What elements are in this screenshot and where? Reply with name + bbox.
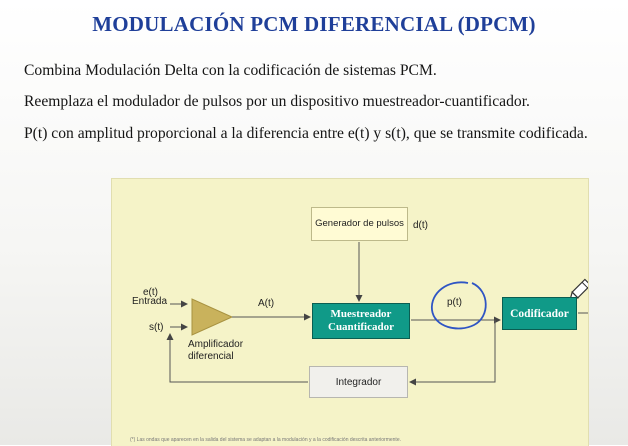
paragraph-3: P(t) con amplitud proporcional a la diferencia entre e(t) y s(t), que se transmite codificada.: [24, 125, 588, 142]
amplifier-triangle: [192, 299, 232, 335]
input-label: Entrada: [132, 296, 168, 307]
slide-title: MODULACIÓN PCM DIFERENCIAL (DPCM): [92, 12, 536, 36]
paragraph-2: Reemplaza el modulador de pulsos por un dispositivo muestreador-cuantificador.: [24, 93, 530, 110]
input-signal-label: e(t): [143, 287, 158, 298]
pulse-generator-block: Generador de pulsos: [311, 207, 408, 241]
diagram-footnote: (*) Las ondas que aparecen en la salida del sistema se adaptan a la modulación y a la codificación descrita anteriormente.: [130, 437, 401, 443]
amplifier-label: Amplificador diferencial: [188, 339, 244, 362]
generator-signal-label: d(t): [413, 220, 428, 231]
sampler-quantizer-block: Muestreador Cuantificador: [312, 303, 410, 339]
encoder-block: Codificador: [502, 297, 577, 330]
integrator-block: Integrador: [309, 366, 408, 398]
paragraph-1: Combina Modulación Delta con la codificación de sistemas PCM.: [24, 62, 437, 79]
feedback-loop: [410, 320, 495, 382]
amp-output-label: A(t): [258, 298, 275, 309]
pulse-signal-label: p(t): [447, 297, 462, 308]
feedback-signal-label: s(t): [149, 322, 164, 333]
dpcm-block-diagram: [111, 178, 589, 446]
